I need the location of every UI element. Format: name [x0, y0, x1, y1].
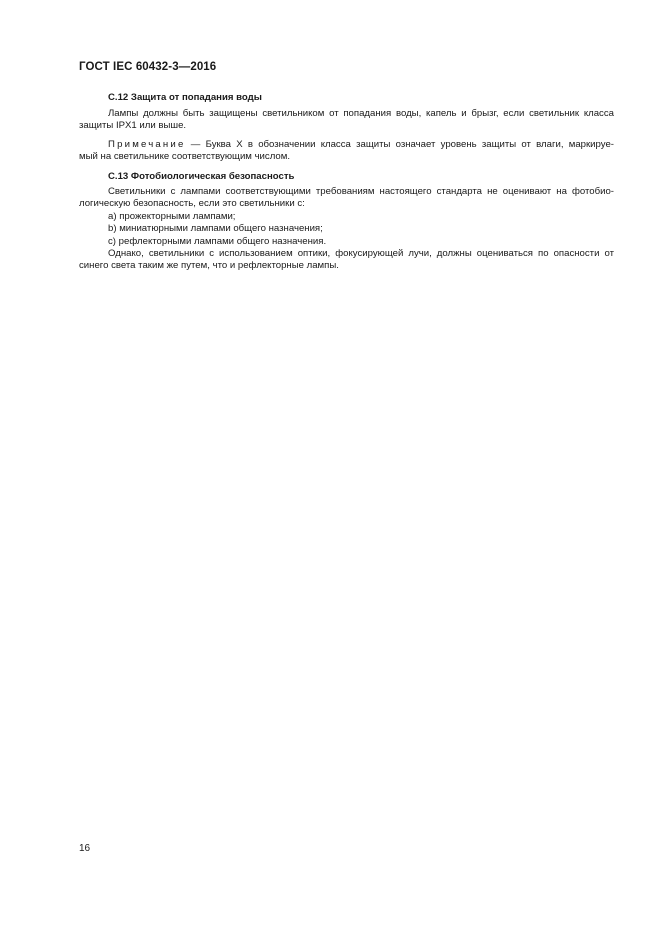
note-line: мый на светильнике соответствующим числом.: [79, 151, 291, 163]
section-c13: [79, 171, 614, 183]
document-header: ГОСТ IEC 60432-3—2016: [79, 61, 217, 73]
list-item: b) миниатюрными лампами общего назначения;: [108, 223, 323, 235]
list-item: c) рефлекторными лампами общего назначения.: [108, 235, 327, 247]
section-heading-c12: С.12 Защита от попадания воды: [108, 92, 262, 103]
list-item: a) прожекторными лампами;: [108, 210, 236, 222]
paragraph-line: Однако, светильники с использованием оптики, фокусирующей лучи, должны оцениваться по опасности от: [108, 248, 614, 260]
paragraph-line: Лампы должны быть защищены светильником от попадания воды, капель и брызг, если светильник класса: [108, 108, 614, 119]
note-label: Примечание: [108, 139, 186, 150]
section-c13-paragraph: [79, 186, 614, 273]
section-c12: [79, 92, 614, 104]
paragraph-line: Светильники с лампами соответствующими требованиям настоящего стандарта не оценивают на фотобио-: [108, 186, 614, 197]
paragraph-line: синего света таким же путем, что и рефлекторные лампы.: [79, 260, 339, 272]
paragraph-line: логическую безопасность, если это светильники с:: [79, 198, 305, 210]
note-text: — Буква X в обозначении класса защиты означает уровень защиты от влаги, маркируе-: [185, 139, 614, 150]
section-c12-note: [79, 139, 614, 164]
page-number: 16: [79, 843, 91, 854]
section-heading-c13: С.13 Фотобиологическая безопасность: [108, 171, 295, 182]
section-c12-paragraph: [79, 108, 614, 133]
paragraph-line: защиты IPX1 или выше.: [79, 120, 187, 132]
note-line: [79, 139, 614, 151]
